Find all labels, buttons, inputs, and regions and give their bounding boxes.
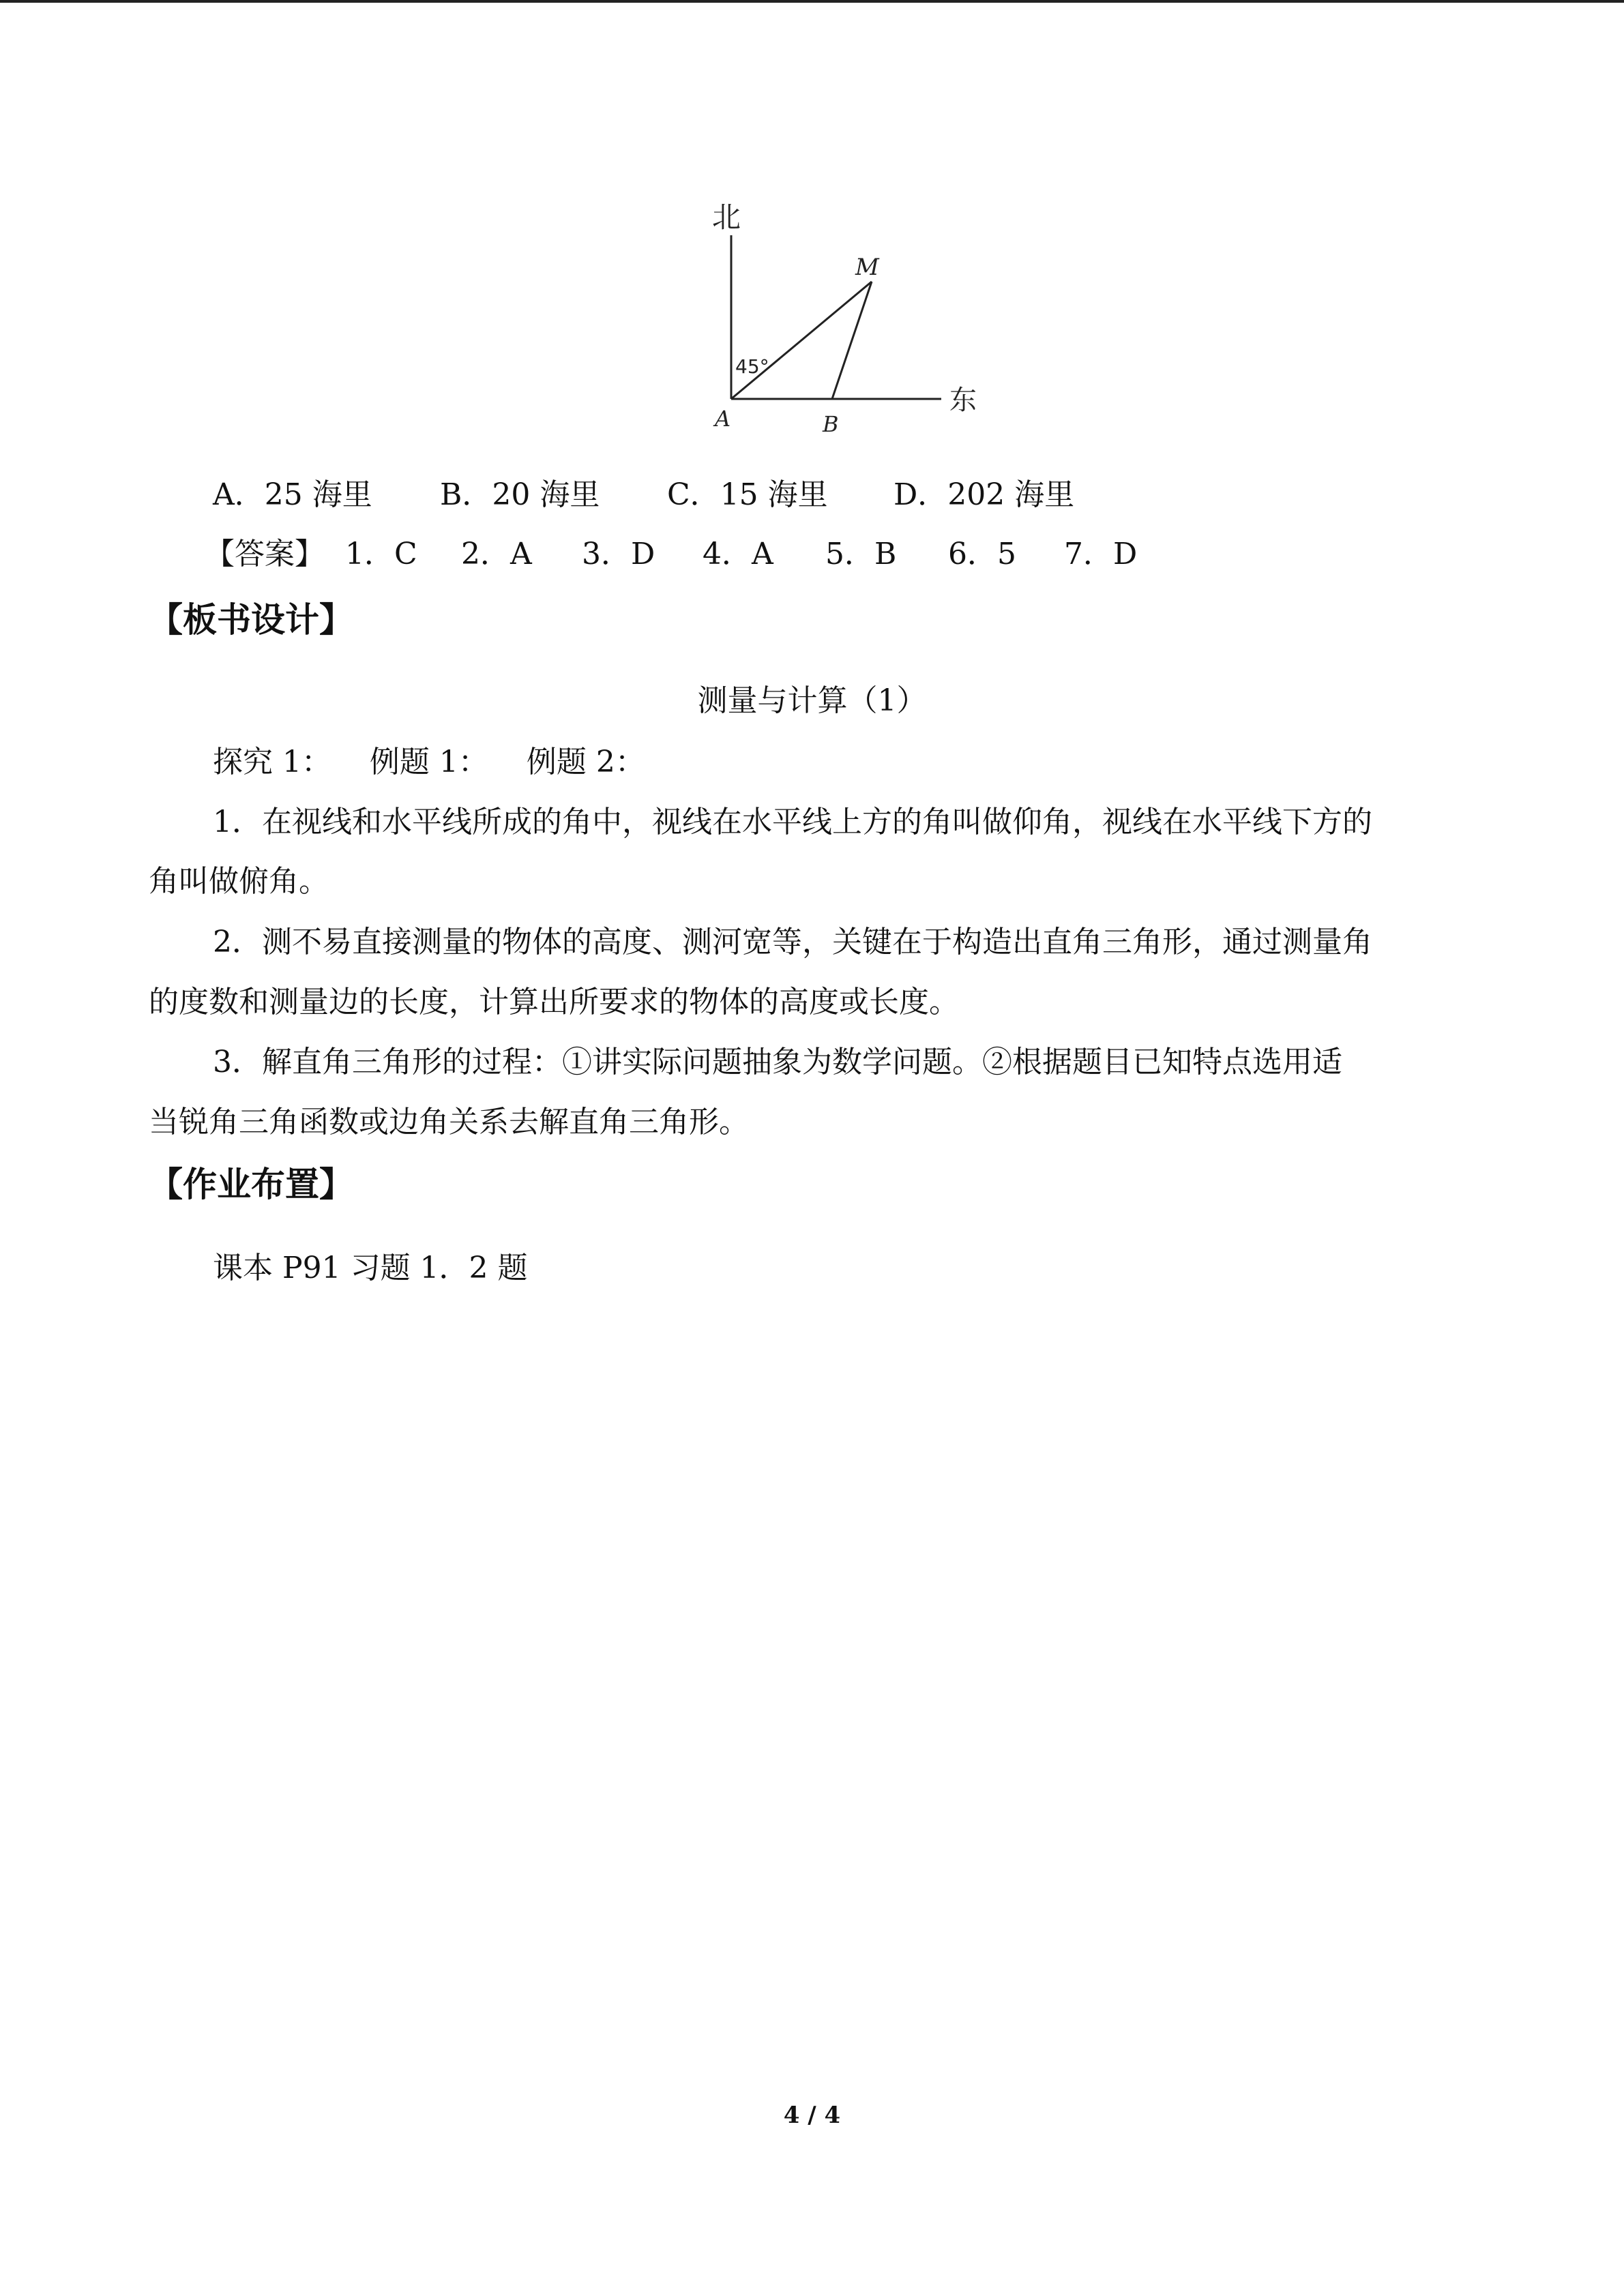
label-b: B	[823, 411, 839, 437]
option-a	[213, 475, 372, 516]
answer-3: 3．D	[582, 537, 655, 571]
answer-2: 2．A	[461, 537, 532, 571]
direction-diagram	[696, 194, 996, 447]
option-b	[440, 475, 600, 516]
answer-5: 5．B	[825, 537, 897, 571]
board-title: 测量与计算（1）	[697, 683, 927, 718]
label-angle: 45°	[735, 355, 769, 378]
section-board-heading: 【板书设计】	[149, 600, 353, 640]
option-a-letter: A．	[213, 477, 265, 512]
answer-4: 4．A	[703, 537, 773, 571]
answer-1: 1．C	[345, 537, 417, 571]
option-d	[894, 475, 1074, 516]
point-1-line-2: 角叫做俯角。	[149, 864, 329, 899]
option-d-text: 202 海里	[947, 477, 1075, 512]
point-3-line-1: 3．解直角三角形的过程：①讲实际问题抽象为数学问题。②根据题目已知特点选用适	[213, 1045, 1342, 1079]
option-c	[667, 475, 828, 516]
homework-text: 课本 P91 习题 1．2 题	[213, 1251, 528, 1285]
label-a: A	[715, 406, 731, 432]
page-number: 4 / 4	[783, 2102, 841, 2129]
point-2-line-1: 2．测不易直接测量的物体的高度、测河宽等，关键在于构造出直角三角形，通过测量角	[213, 925, 1372, 959]
option-a-text: 25 海里	[264, 477, 372, 512]
answer-7: 7．D	[1064, 537, 1138, 571]
option-c-letter: C．	[667, 477, 720, 512]
page-top-border	[0, 0, 1624, 3]
option-b-letter: B．	[440, 477, 492, 512]
answers-label: 【答案】	[205, 537, 325, 571]
segment-am	[731, 282, 872, 399]
label-north: 北	[712, 200, 741, 234]
point-1-line-1: 1．在视线和水平线所成的角中，视线在水平线上方的角叫做仰角，视线在水平线下方的	[213, 805, 1372, 839]
point-2-line-2: 的度数和测量边的长度，计算出所要求的物体的高度或长度。	[149, 985, 959, 1019]
label-m: M	[855, 254, 879, 281]
label-east: 东	[949, 385, 977, 416]
board-explore: 探究 1： 例题 1： 例题 2：	[213, 745, 645, 779]
option-d-letter: D．	[894, 477, 948, 512]
point-3-line-2: 当锐角三角函数或边角关系去解直角三角形。	[149, 1105, 749, 1139]
option-b-text: 20 海里	[492, 477, 600, 512]
section-homework-heading: 【作业布置】	[149, 1165, 353, 1204]
option-c-text: 15 海里	[720, 477, 828, 512]
answer-6: 6．5	[948, 537, 1016, 571]
answers-row	[205, 534, 325, 575]
